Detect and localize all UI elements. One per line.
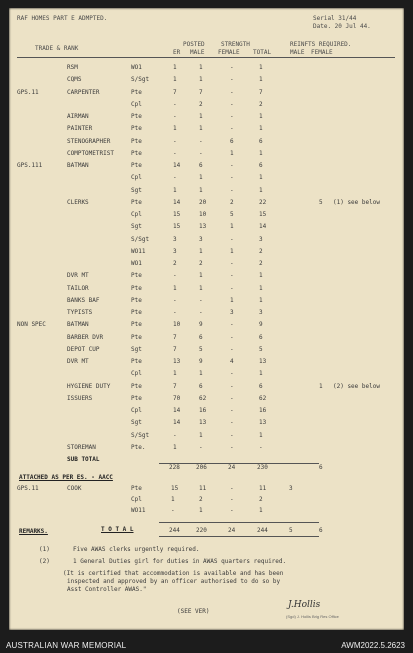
row-total: 1 xyxy=(259,187,263,194)
row-er: - xyxy=(173,174,177,181)
row-trade: DVR MT xyxy=(67,272,89,279)
row-total: 1 xyxy=(259,272,263,279)
total-label: T O T A L xyxy=(101,526,134,533)
row-er: 70 xyxy=(173,395,181,402)
row-total: 2 xyxy=(259,101,263,108)
row-er: 1 xyxy=(173,444,177,451)
row-trade: BATMAN xyxy=(67,321,89,328)
total-male: 220 xyxy=(196,527,207,534)
row-er: 14 xyxy=(173,407,181,414)
row-total: 2 xyxy=(259,248,263,255)
row-rank: WO1 xyxy=(131,64,142,71)
att-row-er: 15 xyxy=(171,485,179,492)
row-male: 1 xyxy=(199,64,203,71)
row-trade: BATMAN xyxy=(67,162,89,169)
row-trade: STENOGRAPHER xyxy=(67,138,111,145)
row-er: - xyxy=(173,309,177,316)
row-er: 1 xyxy=(173,76,177,83)
row-male: - xyxy=(199,297,203,304)
att-row-rank: Pte xyxy=(131,485,142,492)
row-female: 2 xyxy=(230,199,234,206)
total-er: 244 xyxy=(169,527,180,534)
row-female: - xyxy=(230,285,234,292)
row-male: 1 xyxy=(199,187,203,194)
col-posted: POSTED xyxy=(183,41,205,48)
row-female: 1 xyxy=(230,248,234,255)
footer-reference: AWM2022.5.2623 xyxy=(341,641,405,650)
att-row-er: - xyxy=(171,507,175,514)
row-rank: Pte xyxy=(131,272,142,279)
row-er: - xyxy=(173,272,177,279)
row-rank: Pte xyxy=(131,358,142,365)
row-female: - xyxy=(230,383,234,390)
col-reinforcements: REINFTS REQUIRED. xyxy=(290,41,352,48)
row-total: - xyxy=(259,444,263,451)
row-male: 13 xyxy=(199,223,207,230)
row-trade: COMPTOMETRIST xyxy=(67,150,114,157)
certification-line-2: inspected and approved by an officer authorised to do so by xyxy=(67,578,281,585)
see-over-note: (SEE VER) xyxy=(177,608,210,615)
row-trade: TAILOR xyxy=(67,285,89,292)
row-trade: AIRMAN xyxy=(67,113,89,120)
row-er: 15 xyxy=(173,211,181,218)
row-rank: Pte xyxy=(131,125,142,132)
att-row-total: 1 xyxy=(259,507,263,514)
total-rule-bottom xyxy=(159,536,319,537)
row-male: 3 xyxy=(199,236,203,243)
row-er: 2 xyxy=(173,260,177,267)
row-female: - xyxy=(230,395,234,402)
col-strength: STRENGTH xyxy=(221,41,250,48)
row-rank: Pte xyxy=(131,285,142,292)
row-rank: Pte xyxy=(131,297,142,304)
row-trade: TYPISTS xyxy=(67,309,93,316)
row-rank: WO1 xyxy=(131,260,142,267)
row-rank: S/Sgt xyxy=(131,236,150,243)
row-er: 13 xyxy=(173,358,181,365)
row-male: 1 xyxy=(199,248,203,255)
att-row-female: - xyxy=(230,485,234,492)
row-total: 1 xyxy=(259,76,263,83)
row-female: 3 xyxy=(230,309,234,316)
row-er: 10 xyxy=(173,321,181,328)
row-trade: STOREMAN xyxy=(67,444,96,451)
row-total: 1 xyxy=(259,370,263,377)
row-female: - xyxy=(230,432,234,439)
col-er: ER xyxy=(173,49,181,56)
row-total: 6 xyxy=(259,162,263,169)
subtotal-total: 230 xyxy=(257,464,268,471)
row-total: 1 xyxy=(259,150,263,157)
row-rank: Pte xyxy=(131,113,142,120)
row-male: 1 xyxy=(199,174,203,181)
row-rank: Sgt xyxy=(131,346,142,353)
row-male: - xyxy=(199,138,203,145)
row-er: 7 xyxy=(173,346,177,353)
subtotal-reinf: 6 xyxy=(319,464,323,471)
row-male: 1 xyxy=(199,272,203,279)
att-row-male: 11 xyxy=(199,485,207,492)
row-trade: DEPOT CUP xyxy=(67,346,100,353)
row-total: 5 xyxy=(259,346,263,353)
doc-date: Date. 20 Jul 44. xyxy=(313,23,371,30)
row-male: 10 xyxy=(199,211,207,218)
row-male: 6 xyxy=(199,383,203,390)
row-female: - xyxy=(230,64,234,71)
row-rank: S/Sgt xyxy=(131,432,150,439)
row-female: - xyxy=(230,444,234,451)
row-female: - xyxy=(230,89,234,96)
col-female: FEMALE xyxy=(218,49,240,56)
row-note: (1) see below xyxy=(333,199,380,206)
row-trade: CLERKS xyxy=(67,199,89,206)
row-total: 22 xyxy=(259,199,267,206)
row-female: 1 xyxy=(230,297,234,304)
row-total: 14 xyxy=(259,223,267,230)
att-row-female: - xyxy=(230,496,234,503)
remarks-heading: REMARKS. xyxy=(19,528,48,535)
row-rank: Pte xyxy=(131,150,142,157)
row-total: 62 xyxy=(259,395,267,402)
row-female: - xyxy=(230,334,234,341)
row-rank: Pte xyxy=(131,199,142,206)
footer-institution: AUSTRALIAN WAR MEMORIAL xyxy=(6,641,127,650)
row-rank: Cpl xyxy=(131,211,142,218)
signature: J.Hollis xyxy=(288,600,321,610)
row-total: 3 xyxy=(259,236,263,243)
row-total: 1 xyxy=(259,113,263,120)
row-rank: Pte xyxy=(131,89,142,96)
row-trade: CQMS xyxy=(67,76,82,83)
row-male: - xyxy=(199,444,203,451)
row-er: - xyxy=(173,101,177,108)
row-male: 1 xyxy=(199,370,203,377)
header-rule xyxy=(17,57,395,58)
col-trade-rank: TRADE & RANK xyxy=(35,45,79,52)
row-male: 62 xyxy=(199,395,207,402)
row-rank: Sgt xyxy=(131,223,142,230)
row-total: 7 xyxy=(259,89,263,96)
certification-line-1: (It is certified that accommodation is available and has been xyxy=(63,570,284,577)
row-trade: PAINTER xyxy=(67,125,93,132)
row-rank: Sgt xyxy=(131,187,142,194)
col-reinf-male: MALE xyxy=(290,49,305,56)
row-female: - xyxy=(230,76,234,83)
row-total: 6 xyxy=(259,383,263,390)
att-row-trade: COOK xyxy=(67,485,82,492)
col-reinf-female: FEMALE xyxy=(311,49,333,56)
row-female: 6 xyxy=(230,138,234,145)
row-group: GPS.111 xyxy=(17,162,43,169)
row-er: 3 xyxy=(173,236,177,243)
att-row-rank: WO11 xyxy=(131,507,146,514)
row-er: - xyxy=(173,150,177,157)
row-er: 14 xyxy=(173,162,181,169)
row-female: - xyxy=(230,113,234,120)
row-rank: Pte xyxy=(131,138,142,145)
row-total: 3 xyxy=(259,309,263,316)
certification-line-3: Asst Controller AWAS." xyxy=(67,586,147,593)
subtotal-label: SUB TOTAL xyxy=(67,456,100,463)
subtotal-male: 206 xyxy=(196,464,207,471)
row-rank: Pte xyxy=(131,334,142,341)
row-male: 16 xyxy=(199,407,207,414)
row-total: 9 xyxy=(259,321,263,328)
row-female: - xyxy=(230,272,234,279)
row-female: - xyxy=(230,162,234,169)
row-female: - xyxy=(230,101,234,108)
document-page xyxy=(9,8,404,630)
row-female: - xyxy=(230,174,234,181)
col-total: TOTAL xyxy=(253,49,272,56)
att-row-rank: Cpl xyxy=(131,496,142,503)
row-female: - xyxy=(230,260,234,267)
total-reinf-female: 6 xyxy=(319,527,323,534)
total-female: 24 xyxy=(228,527,236,534)
row-female: - xyxy=(230,346,234,353)
row-note: (2) see below xyxy=(333,383,380,390)
row-rank: Pte xyxy=(131,321,142,328)
row-male: - xyxy=(199,150,203,157)
row-er: 15 xyxy=(173,223,181,230)
row-er: 14 xyxy=(173,199,181,206)
row-rank: Pte xyxy=(131,162,142,169)
row-trade: CARPENTER xyxy=(67,89,100,96)
row-female: 1 xyxy=(230,150,234,157)
subtotal-rule xyxy=(159,463,319,464)
footer-bar xyxy=(0,641,413,653)
row-total: 16 xyxy=(259,407,267,414)
row-trade: BANKS BAF xyxy=(67,297,100,304)
row-female: 4 xyxy=(230,358,234,365)
row-trade: ISSUERS xyxy=(67,395,93,402)
row-er: 1 xyxy=(173,370,177,377)
att-row-reinf: 3 xyxy=(289,485,293,492)
row-total: 6 xyxy=(259,138,263,145)
row-rank: Pte xyxy=(131,309,142,316)
row-er: 1 xyxy=(173,64,177,71)
row-er: - xyxy=(173,297,177,304)
row-female: - xyxy=(230,187,234,194)
row-female: - xyxy=(230,370,234,377)
row-male: 1 xyxy=(199,285,203,292)
row-rank: Cpl xyxy=(131,101,142,108)
col-male: MALE xyxy=(190,49,205,56)
att-row-er: 1 xyxy=(171,496,175,503)
doc-title: RAF HOMES PART E ADMPTED. xyxy=(17,15,108,22)
row-total: 1 xyxy=(259,125,263,132)
total-rule-top xyxy=(159,522,319,523)
office-stamp: (Sgd) J. Hollis Brig Res Office xyxy=(286,614,339,619)
row-male: 5 xyxy=(199,346,203,353)
row-male: 20 xyxy=(199,199,207,206)
row-male: 1 xyxy=(199,76,203,83)
row-er: 1 xyxy=(173,187,177,194)
row-female: - xyxy=(230,407,234,414)
subtotal-female: 24 xyxy=(228,464,236,471)
row-er: 1 xyxy=(173,285,177,292)
att-row-group: GPS.11 xyxy=(17,485,39,492)
att-row-total: 11 xyxy=(259,485,267,492)
row-er: 7 xyxy=(173,89,177,96)
row-female: - xyxy=(230,321,234,328)
row-rank: Pte. xyxy=(131,444,146,451)
attached-heading: ATTACHED AS PER ES. - AACC xyxy=(19,474,113,481)
row-er: 7 xyxy=(173,334,177,341)
row-total: 2 xyxy=(259,260,263,267)
row-er: - xyxy=(173,113,177,120)
row-er: - xyxy=(173,138,177,145)
att-row-male: 1 xyxy=(199,507,203,514)
row-rank: WO11 xyxy=(131,248,146,255)
row-rank: Pte xyxy=(131,395,142,402)
row-total: 15 xyxy=(259,211,267,218)
row-rank: Cpl xyxy=(131,370,142,377)
row-rank: Sgt xyxy=(131,419,142,426)
row-total: 1 xyxy=(259,174,263,181)
row-female: - xyxy=(230,419,234,426)
row-male: 9 xyxy=(199,358,203,365)
row-male: 1 xyxy=(199,113,203,120)
row-male: 2 xyxy=(199,101,203,108)
row-er: - xyxy=(173,432,177,439)
row-total: 1 xyxy=(259,64,263,71)
subtotal-er: 228 xyxy=(169,464,180,471)
row-trade: HYGIENE DUTY xyxy=(67,383,111,390)
total-total: 244 xyxy=(257,527,268,534)
row-group: GPS.11 xyxy=(17,89,39,96)
row-rank: S/Sgt xyxy=(131,76,150,83)
row-female: 5 xyxy=(230,211,234,218)
row-male: 2 xyxy=(199,260,203,267)
row-er: 7 xyxy=(173,383,177,390)
row-total: 1 xyxy=(259,432,263,439)
row-male: 7 xyxy=(199,89,203,96)
row-rank: Cpl xyxy=(131,407,142,414)
row-male: 13 xyxy=(199,419,207,426)
remark-2-text: 1 General Duties girl for duties in AWAS quarters required. xyxy=(73,558,287,565)
row-er: 14 xyxy=(173,419,181,426)
row-total: 13 xyxy=(259,358,267,365)
row-total: 6 xyxy=(259,334,263,341)
row-er: 3 xyxy=(173,248,177,255)
row-male: 1 xyxy=(199,432,203,439)
serial-number: Serial 31/44 xyxy=(313,15,357,22)
row-male: 9 xyxy=(199,321,203,328)
total-reinf-male: 5 xyxy=(289,527,293,534)
row-er: 1 xyxy=(173,125,177,132)
att-row-total: 2 xyxy=(259,496,263,503)
row-rank: Pte xyxy=(131,383,142,390)
row-female: 1 xyxy=(230,223,234,230)
row-trade: DVR MT xyxy=(67,358,89,365)
row-male: 1 xyxy=(199,125,203,132)
row-male: - xyxy=(199,309,203,316)
row-reinf: 1 xyxy=(319,383,323,390)
row-total: 13 xyxy=(259,419,267,426)
att-row-male: 2 xyxy=(199,496,203,503)
row-trade: BARBER DVR xyxy=(67,334,104,341)
remark-1-number: (1) xyxy=(39,546,50,553)
row-group: NON SPEC xyxy=(17,321,46,328)
row-reinf: 5 xyxy=(319,199,323,206)
row-female: - xyxy=(230,236,234,243)
row-total: 1 xyxy=(259,285,263,292)
remark-2-number: (2) xyxy=(39,558,50,565)
row-male: 6 xyxy=(199,162,203,169)
row-female: - xyxy=(230,125,234,132)
row-rank: Cpl xyxy=(131,174,142,181)
att-row-female: - xyxy=(230,507,234,514)
row-total: 1 xyxy=(259,297,263,304)
row-trade: RSM xyxy=(67,64,78,71)
row-male: 6 xyxy=(199,334,203,341)
remark-1-text: Five AWAS clerks urgently required. xyxy=(73,546,200,553)
